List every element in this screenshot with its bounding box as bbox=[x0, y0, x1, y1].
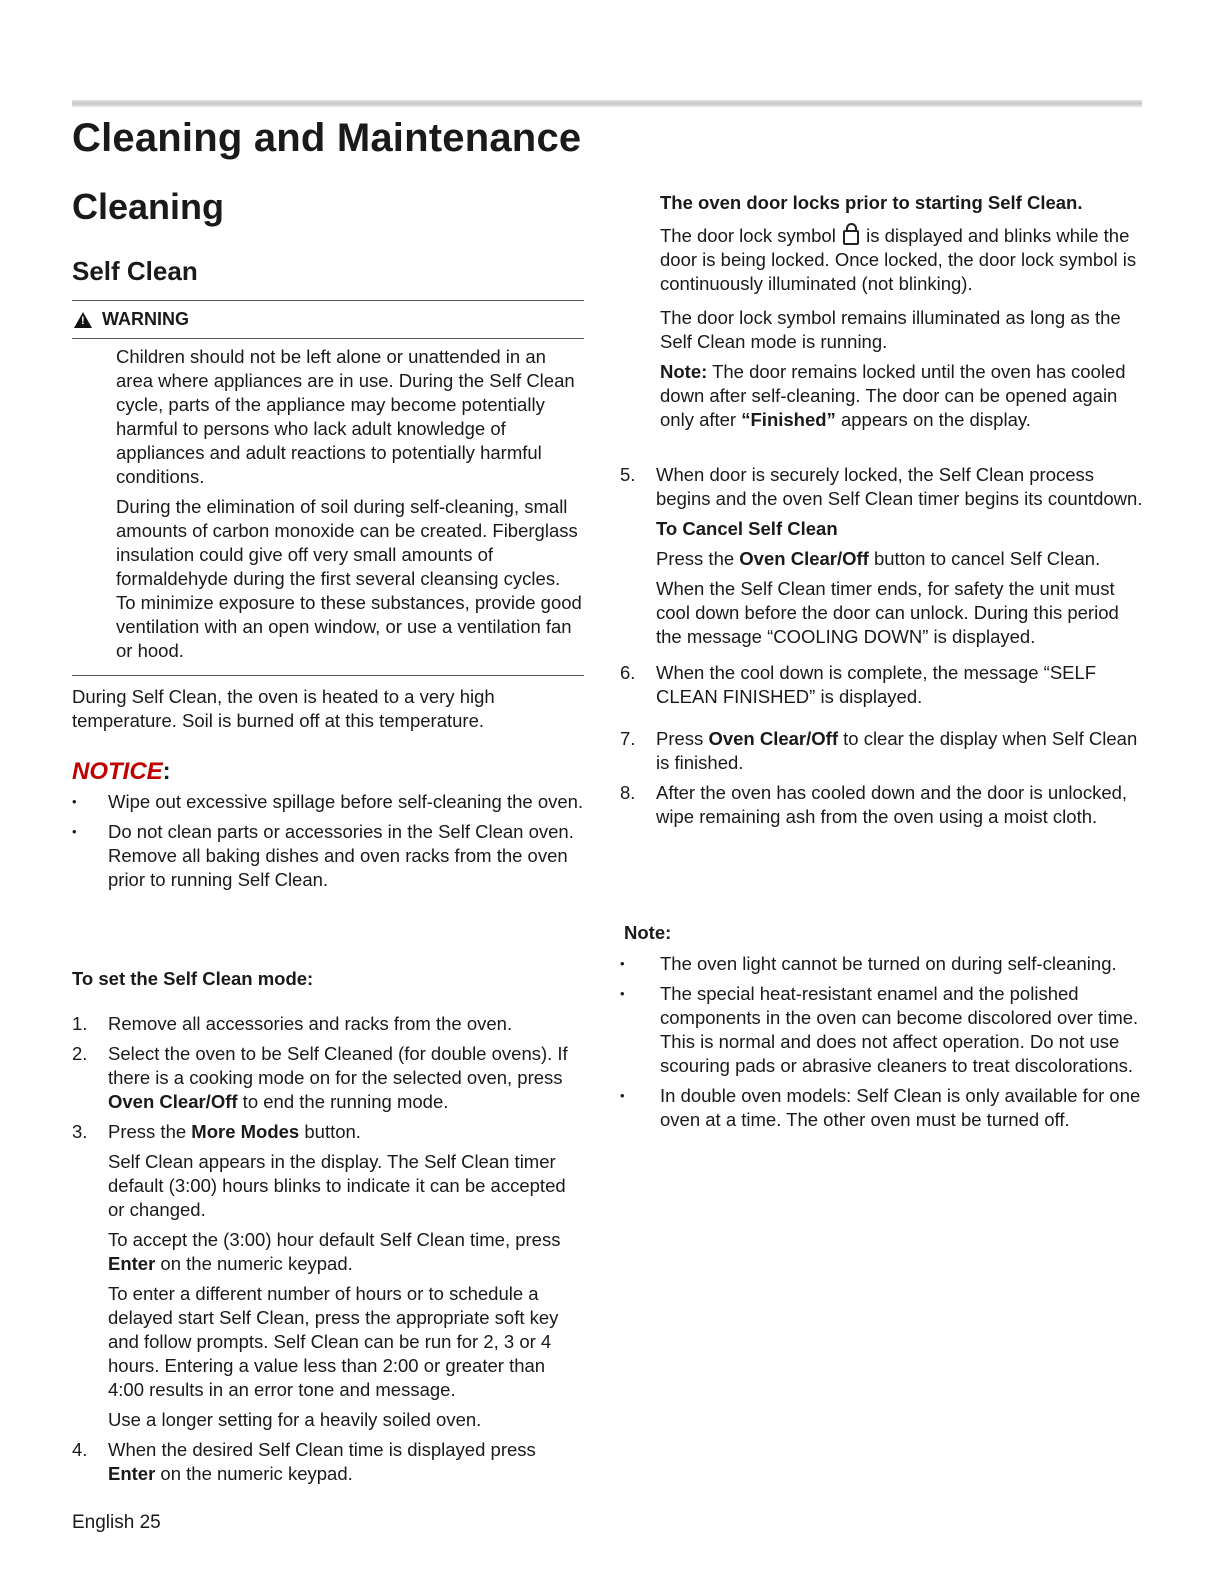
step-text: When door is securely locked, the Self Clean process begins and the oven Self Clean timer begins its countdown. bbox=[656, 464, 1143, 509]
step-number: 3. bbox=[72, 1121, 88, 1142]
notice-list bbox=[72, 790, 584, 898]
step-text: When the desired Self Clean time is displayed press bbox=[108, 1439, 536, 1460]
step-1 bbox=[72, 1012, 584, 1036]
lock-note-text: appears on the display. bbox=[835, 409, 1031, 430]
list-item: • Wipe out excessive spillage before self-cleaning the oven. bbox=[72, 790, 584, 814]
step-text: Press the bbox=[656, 548, 740, 569]
lock-note-text: The door remains locked until the oven has cooled down after self-cleaning. The door can be opened again only after bbox=[660, 361, 1126, 430]
warning-label: WARNING bbox=[102, 309, 189, 329]
step-number: 1. bbox=[72, 1013, 88, 1034]
lock-text: The door lock symbol bbox=[660, 225, 841, 246]
step-number: 4. bbox=[72, 1439, 88, 1460]
list-item: • The special heat-resistant enamel and the polished components in the oven can become discolored over time. This is normal and does not affect operation. Do not use scouring pads or abrasive cleaners to treat discolorations. bbox=[620, 982, 1145, 1078]
step-emphasis: Oven Clear/Off bbox=[708, 728, 838, 749]
step-text: button. bbox=[299, 1121, 361, 1142]
list-item: • The oven light cannot be turned on during self-cleaning. bbox=[620, 952, 1145, 976]
warning-paragraph: Children should not be left alone or unattended in an area where appliances are in use. During the Self Clean cycle, parts of the appliance may become potentially harmful to persons who lack adult knowledge of appliances and adult reactions to potentially harmful conditions. bbox=[116, 346, 575, 487]
step-detail bbox=[108, 1228, 584, 1276]
step-6 bbox=[620, 661, 1145, 709]
intro-paragraph: During Self Clean, the oven is heated to a very high temperature. Soil is burned off at this temperature. bbox=[72, 686, 495, 731]
step-text: When the cool down is complete, the message “SELF CLEAN FINISHED” is displayed. bbox=[656, 662, 1097, 707]
step-detail: To enter a different number of hours or to schedule a delayed start Self Clean, press the appropriate soft key and follow prompts. Self Clean can be run for 2, 3 or 4 hours. Entering a value less than 2:00 or greater than 4:00 results in an error tone and message. bbox=[108, 1283, 559, 1400]
door-lock-icon bbox=[843, 230, 859, 245]
step-number: 6. bbox=[620, 662, 636, 683]
steps-list-2 bbox=[620, 463, 1145, 835]
list-item: • In double oven models: Self Clean is only available for one oven at a time. The other oven must be turned off. bbox=[620, 1084, 1145, 1132]
step-text: To accept the (3:00) hour default Self Clean time, press bbox=[108, 1229, 561, 1250]
step-detail bbox=[656, 547, 1145, 571]
step-text: Remove all accessories and racks from the oven. bbox=[108, 1013, 513, 1034]
warning-box bbox=[72, 300, 584, 676]
lock-section bbox=[660, 224, 1145, 432]
header-rule bbox=[72, 100, 1142, 107]
step-text: to end the running mode. bbox=[237, 1091, 449, 1112]
step-number: 2. bbox=[72, 1043, 88, 1064]
step-2 bbox=[72, 1042, 584, 1114]
step-5 bbox=[620, 463, 1145, 649]
step-8 bbox=[620, 781, 1145, 829]
warning-text bbox=[72, 339, 584, 675]
set-mode-heading: To set the Self Clean mode: bbox=[72, 968, 314, 989]
lock-text: is displayed and blinks while the door is being locked. Once locked, the door lock symbol is continuously illuminated (not blinking). bbox=[660, 225, 1137, 294]
step-number: 8. bbox=[620, 782, 636, 803]
step-detail: Use a longer setting for a heavily soiled oven. bbox=[108, 1409, 482, 1430]
step-number: 5. bbox=[620, 464, 636, 485]
page-title: Cleaning and Maintenance bbox=[72, 116, 582, 160]
step-emphasis: More Modes bbox=[191, 1121, 300, 1142]
lock-note bbox=[660, 360, 1145, 432]
notice-label: NOTICE bbox=[72, 758, 163, 785]
step-text: Select the oven to be Self Cleaned (for double ovens). If there is a cooking mode on for the selected oven, press bbox=[108, 1043, 568, 1088]
step-emphasis: Oven Clear/Off bbox=[739, 548, 869, 569]
section-title: Cleaning bbox=[72, 186, 225, 227]
step-emphasis: Oven Clear/Off bbox=[108, 1091, 238, 1112]
step-detail: When the Self Clean timer ends, for safety the unit must cool down before the door can unlock. During this period the message “COOLING DOWN” is displayed. bbox=[656, 578, 1119, 647]
steps-list-1 bbox=[72, 1012, 584, 1492]
note-heading: Note: bbox=[624, 922, 672, 943]
lock-paragraph bbox=[660, 224, 1145, 296]
step-7 bbox=[620, 727, 1145, 775]
step-3 bbox=[72, 1120, 584, 1432]
warning-paragraph: During the elimination of soil during self-cleaning, small amounts of carbon monoxide can be created. Fiberglass insulation could give off very small amounts of formaldehyde during the first several cleansing cycles. To minimize exposure to these substances, provide good ventilation with an open window, or use a ventilation fan or hood. bbox=[116, 496, 582, 661]
step-text: Press the bbox=[108, 1121, 192, 1142]
step-emphasis: Enter bbox=[108, 1253, 156, 1274]
notice-heading bbox=[72, 758, 171, 786]
step-detail: Self Clean appears in the display. The Self Clean timer default (3:00) hours blinks to indicate it can be accepted or changed. bbox=[108, 1151, 566, 1220]
page-footer: English 25 bbox=[72, 1512, 161, 1533]
warning-header bbox=[72, 301, 584, 339]
subsection-title: Self Clean bbox=[72, 256, 198, 286]
lock-paragraph: The door lock symbol remains illuminated as long as the Self Clean mode is running. bbox=[660, 307, 1121, 352]
notice-colon: : bbox=[162, 758, 171, 785]
step-text: Press bbox=[656, 728, 709, 749]
step-emphasis: Enter bbox=[108, 1463, 156, 1484]
step-text: After the oven has cooled down and the door is unlocked, wipe remaining ash from the oven using a moist cloth. bbox=[656, 782, 1128, 827]
step-4 bbox=[72, 1438, 584, 1486]
lock-note-emphasis: “Finished” bbox=[741, 409, 836, 430]
warning-triangle-icon bbox=[74, 312, 92, 328]
step-text: button to cancel Self Clean. bbox=[868, 548, 1101, 569]
lock-note-label: Note: bbox=[660, 361, 708, 382]
step-text: on the numeric keypad. bbox=[155, 1253, 353, 1274]
lock-heading: The oven door locks prior to starting Self Clean. bbox=[660, 192, 1083, 213]
cancel-heading: To Cancel Self Clean bbox=[656, 518, 838, 539]
note-list bbox=[620, 952, 1145, 1138]
step-text: to clear the display when Self Clean is finished. bbox=[656, 728, 1138, 773]
step-number: 7. bbox=[620, 728, 636, 749]
list-item: • Do not clean parts or accessories in the Self Clean oven. Remove all baking dishes and oven racks from the oven prior to running Self Clean. bbox=[72, 820, 584, 892]
step-text: on the numeric keypad. bbox=[155, 1463, 353, 1484]
